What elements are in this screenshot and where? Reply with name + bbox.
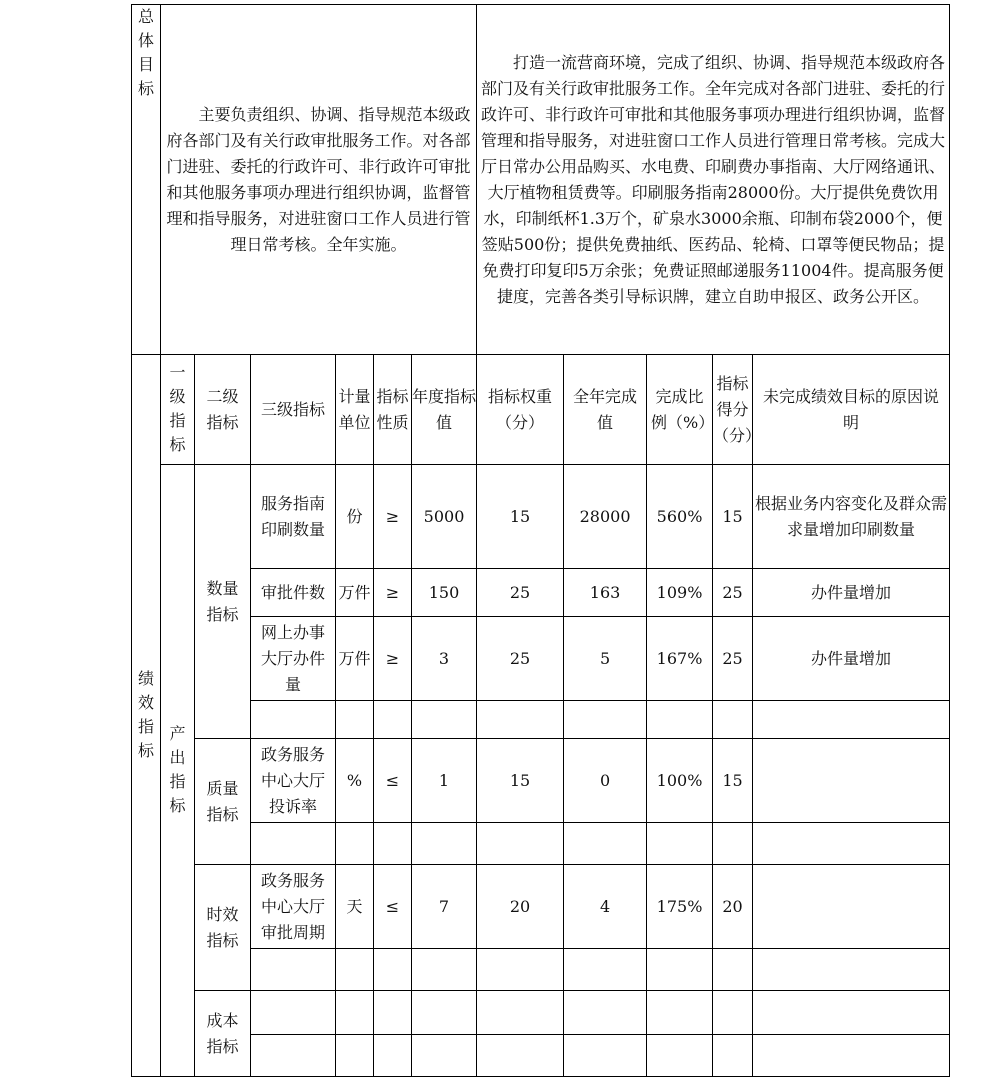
row-annual: 3 <box>412 617 477 701</box>
row-actual: 163 <box>564 569 647 617</box>
header-score: 指标得分（分） <box>713 355 753 465</box>
row-unit: % <box>336 739 374 823</box>
row-score: 20 <box>713 865 753 949</box>
header-nature: 指标性质 <box>374 355 412 465</box>
row-weight: 20 <box>477 865 564 949</box>
group-quality: 质量指标 <box>195 739 251 865</box>
row-ratio: 109% <box>647 569 713 617</box>
row-actual: 4 <box>564 865 647 949</box>
header-weight: 指标权重（分） <box>477 355 564 465</box>
table-row <box>132 569 950 617</box>
row-reason <box>753 739 950 823</box>
row-ratio: 175% <box>647 865 713 949</box>
empty-row <box>132 823 950 865</box>
row-weight: 25 <box>477 569 564 617</box>
group-cost: 成本指标 <box>195 991 251 1077</box>
header-ratio: 完成比例（%） <box>647 355 713 465</box>
row-unit: 万件 <box>336 569 374 617</box>
row-reason: 办件量增加 <box>753 617 950 701</box>
row-ratio: 167% <box>647 617 713 701</box>
row-name: 政务服务中心大厅投诉率 <box>251 739 336 823</box>
row-unit: 份 <box>336 465 374 569</box>
row-nature: ≥ <box>374 569 412 617</box>
row-name: 政务服务中心大厅审批周期 <box>251 865 336 949</box>
level1-label: 产出指标 <box>169 724 186 815</box>
row-nature: ≤ <box>374 865 412 949</box>
section-label-cell <box>132 355 161 1077</box>
group-quantity: 数量指标 <box>195 465 251 739</box>
header-level1: 一级指标 <box>169 363 186 454</box>
row-annual: 7 <box>412 865 477 949</box>
header-level1-cell <box>161 355 195 465</box>
row-annual: 5000 <box>412 465 477 569</box>
row-reason: 办件量增加 <box>753 569 950 617</box>
row-score: 15 <box>713 465 753 569</box>
header-level3: 三级指标 <box>251 355 336 465</box>
header-level2: 二级指标 <box>195 355 251 465</box>
section-label: 绩效指标 <box>137 669 154 760</box>
goal-planned: 主要负责组织、协调、指导规范本级政府各部门及有关行政审批服务工作。对各部门进驻、委托的行政许可、非行政许可审批和其他服务事项办理进行组织协调，监督管理和指导服务，对进驻窗口工作人员进行管理日常考核。全年实施。 <box>161 5 477 355</box>
table-row <box>132 465 950 569</box>
row-ratio: 100% <box>647 739 713 823</box>
row-score: 25 <box>713 617 753 701</box>
goal-label-cell <box>132 5 161 355</box>
row-actual: 0 <box>564 739 647 823</box>
group-timeliness: 时效指标 <box>195 865 251 991</box>
row-nature: ≥ <box>374 465 412 569</box>
empty-row <box>132 1035 950 1077</box>
row-annual: 1 <box>412 739 477 823</box>
row-unit: 万件 <box>336 617 374 701</box>
row-nature: ≥ <box>374 617 412 701</box>
row-score: 25 <box>713 569 753 617</box>
goal-actual: 打造一流营商环境，完成了组织、协调、指导规范本级政府各部门及有关行政审批服务工作。全年完成对各部门进驻、委托的行政许可、非行政许可审批和其他服务事项办理进行组织协调，监督管理和指导服务，对进驻窗口工作人员进行管理日常考核。完成大厅日常办公用品购买、水电费、印刷费办事指南、大厅网络通讯、大厅植物租赁费等。印刷服务指南28000份。大厅提供免费饮用水，印制纸杯1.3万个，矿泉水3000余瓶、印制布袋2000个，便签贴500份；提供免费抽纸、医药品、轮椅、口罩等便民物品；提免费打印复印5万余张；免费证照邮递服务11004件。提高服务便捷度，完善各类引导标识牌，建立自助申报区、政务公开区。 <box>477 5 950 355</box>
row-reason <box>753 865 950 949</box>
empty-row <box>132 701 950 739</box>
header-reason: 未完成绩效目标的原因说明 <box>753 355 950 465</box>
table-row <box>132 865 950 949</box>
table-row <box>132 739 950 823</box>
row-reason: 根据业务内容变化及群众需求量增加印刷数量 <box>753 465 950 569</box>
row-weight: 25 <box>477 617 564 701</box>
empty-row <box>132 991 950 1035</box>
level1-cell <box>161 465 195 1077</box>
row-annual: 150 <box>412 569 477 617</box>
row-weight: 15 <box>477 465 564 569</box>
row-weight: 15 <box>477 739 564 823</box>
header-annual: 年度指标值 <box>412 355 477 465</box>
row-name: 服务指南印刷数量 <box>251 465 336 569</box>
performance-table <box>131 4 950 1077</box>
row-ratio: 560% <box>647 465 713 569</box>
row-actual: 5 <box>564 617 647 701</box>
header-unit: 计量单位 <box>336 355 374 465</box>
row-name: 审批件数 <box>251 569 336 617</box>
row-unit: 天 <box>336 865 374 949</box>
row-nature: ≤ <box>374 739 412 823</box>
row-actual: 28000 <box>564 465 647 569</box>
row-score: 15 <box>713 739 753 823</box>
goal-label: 总体目标 <box>137 7 154 98</box>
table-row <box>132 617 950 701</box>
empty-row <box>132 949 950 991</box>
row-name: 网上办事大厅办件量 <box>251 617 336 701</box>
header-actual: 全年完成值 <box>564 355 647 465</box>
